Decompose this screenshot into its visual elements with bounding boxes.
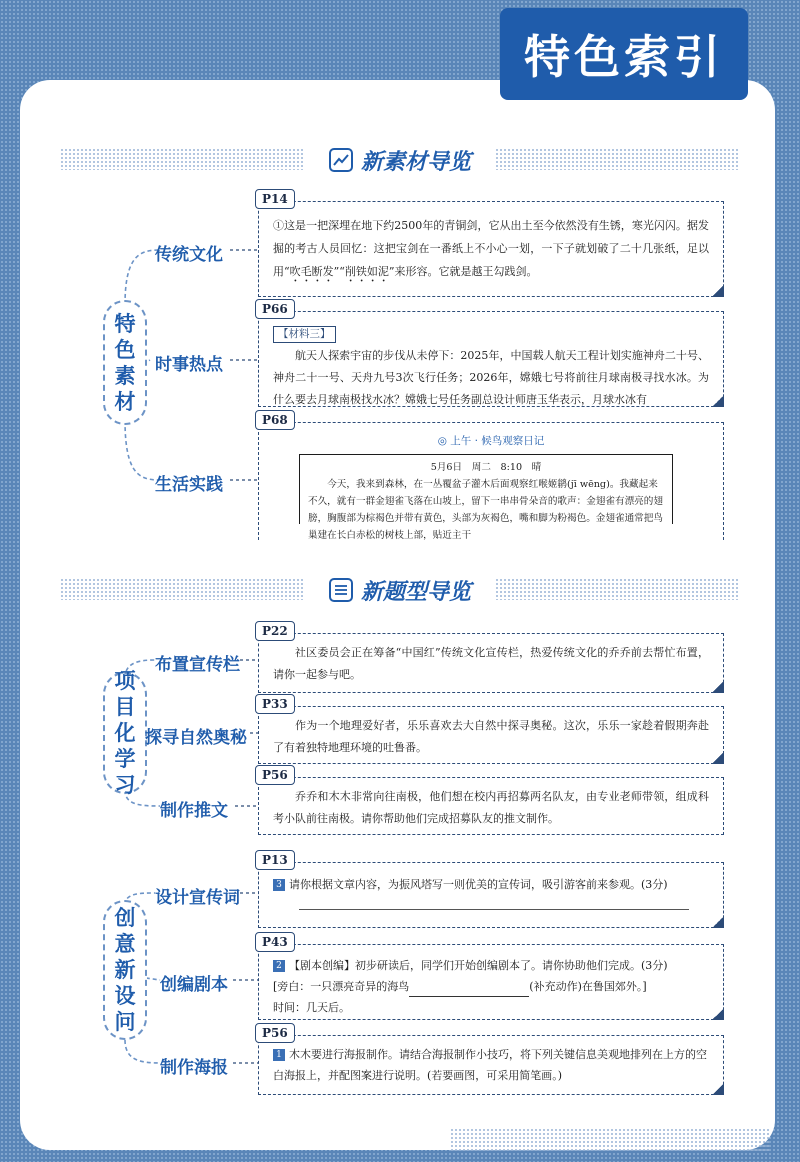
chart-trend-icon [329, 148, 353, 172]
card-text: 作为一个地理爱好者，乐乐喜欢去大自然中探寻奥秘。这次，乐乐一家趁着假期奔赴了有着独特地理环境的吐鲁番。 [273, 719, 709, 754]
card-text: ①这是一把深埋在地下约2500年的青铜剑，它从出土至今依然没有生锈，寒光闪闪。据发掘的考古人员回忆：这把宝剑在一番纸上不小心一划，一下子就划破了二十几张纸，足以用“吹毛断发”“削铁如泥”来形容。它就是越王勾践剑。 [273, 219, 709, 278]
bottom-decoration [450, 1128, 770, 1152]
branch-write-post[interactable]: 制作推文 [160, 801, 228, 821]
branch-write-script[interactable]: 创编剧本 [160, 975, 228, 995]
page-tag[interactable]: P56 [255, 765, 295, 785]
page-tag[interactable]: P14 [255, 189, 295, 209]
vertical-label-project-learning: 项 目 化 学 习 [103, 672, 147, 794]
question-card [258, 624, 724, 693]
fold-corner-icon [712, 681, 724, 693]
diary-text: 今天，我来到森林，在一丛覆盆子灌木后面观察红喉姬鹟(jī wēng)。我藏起来不久，就有一群金翅雀飞落在山坡上，留下一串串骨朵音的歌声：金翅雀有漂亮的翅膀，胸腹部为棕褐色并带有黄色，头部为灰褐色，嘴和脚为粉褐色。金翅雀通常把鸟巢建在长白赤松的树枝上部，贴近主干 [308, 479, 663, 541]
fold-corner-icon [712, 1008, 724, 1020]
vertical-label-creative-questions: 创 意 新 设 问 [103, 900, 147, 1040]
heading-stripe-right [495, 578, 740, 600]
branch-current-events[interactable]: 时事热点 [155, 355, 223, 375]
question-card [258, 1026, 724, 1095]
page-tag[interactable]: P13 [255, 850, 295, 870]
fold-corner-icon [712, 1083, 724, 1095]
material-card [258, 413, 724, 541]
question-card [258, 853, 724, 928]
section-heading-new-question-types [60, 570, 740, 610]
vertical-label-featured-materials: 特 色 素 材 [103, 300, 147, 425]
branch-life-practice[interactable]: 生活实践 [155, 475, 223, 495]
list-icon [329, 578, 353, 602]
heading-stripe-left [60, 148, 305, 170]
material-card [258, 192, 724, 297]
page-title-box [500, 8, 748, 100]
page-tag[interactable]: P68 [255, 410, 295, 430]
fold-corner-icon [712, 395, 724, 407]
section-title: 新素材导览 [360, 149, 471, 175]
material-label: 【材料三】 [273, 326, 336, 343]
card-text: 1 木木要进行海报制作。请结合海报制作小技巧，将下列关键信息美观地排列在上方的空白海报上，并配图案进行说明。(若要画图，可采用简笔画。) [273, 1048, 707, 1082]
page-tag[interactable]: P56 [255, 1023, 295, 1043]
heading-stripe-right [495, 148, 740, 170]
card-text: 乔乔和木木非常向往南极，他们想在校内再招募两名队友，由专业老师带领，组成科考小队前往南极。请你帮助他们完成招募队友的推文制作。 [273, 790, 709, 825]
diary-date: 5月6日 周二 8:10 晴 [430, 462, 542, 473]
card-text: 3 请你根据文章内容，为振风塔写一则优美的宣传词，吸引游客前来参观。(3分) [259, 863, 723, 902]
branch-design-slogan[interactable]: 设计宣传词 [155, 888, 240, 908]
diary-excerpt [299, 454, 673, 541]
question-card [258, 697, 724, 764]
question-number: 2 [273, 960, 285, 972]
fill-blank[interactable] [409, 985, 529, 997]
fold-corner-icon [712, 285, 724, 297]
material-card [258, 302, 724, 407]
answer-line [299, 909, 689, 910]
question-number: 1 [273, 1049, 285, 1061]
page-tag[interactable]: P33 [255, 694, 295, 714]
heading-stripe-left [60, 578, 305, 600]
question-card [258, 768, 724, 835]
diary-title: ◎ 上午 · 候鸟观察日记 [437, 435, 545, 447]
section-title: 新题型导览 [360, 579, 471, 605]
section-heading-new-materials [60, 140, 740, 180]
question-card [258, 935, 724, 1020]
fold-corner-icon [712, 916, 724, 928]
page-tag[interactable]: P66 [255, 299, 295, 319]
page-title: 特色索引 [524, 30, 724, 84]
branch-traditional-culture[interactable]: 传统文化 [155, 245, 223, 265]
branch-bulletin-board[interactable]: 布置宣传栏 [155, 655, 240, 675]
branch-explore-nature[interactable]: 探寻自然奥秘 [145, 728, 247, 748]
card-text: 【材料三】 航天人探索宇宙的步伐从未停下：2025年，中国载人航天工程计划实施神舟二十号、神舟二十一号、天舟九号3次飞行任务；2026年，嫦娥七号将前往月球南极寻找水冰。为什么要去月球南极找水冰？嫦娥七号任务副总设计师唐玉华表示，月球水冰有 [273, 328, 709, 406]
page-tag[interactable]: P22 [255, 621, 295, 641]
page-tag[interactable]: P43 [255, 932, 295, 952]
card-text: 社区委员会正在筹备“中国红”传统文化宣传栏，热爱传统文化的乔乔前去帮忙布置，请你一起参与吧。 [273, 646, 709, 681]
branch-make-poster[interactable]: 制作海报 [160, 1058, 228, 1078]
fold-corner-icon [712, 752, 724, 764]
question-number: 3 [273, 879, 285, 891]
card-text: 2 【剧本创编】初步研读后，同学们开始创编剧本了。请你协助他们完成。(3分) [旁白：一只漂亮奇异的海鸟 (补充动作)在鲁国郊外。] 时间：几天后。 [273, 959, 668, 1014]
